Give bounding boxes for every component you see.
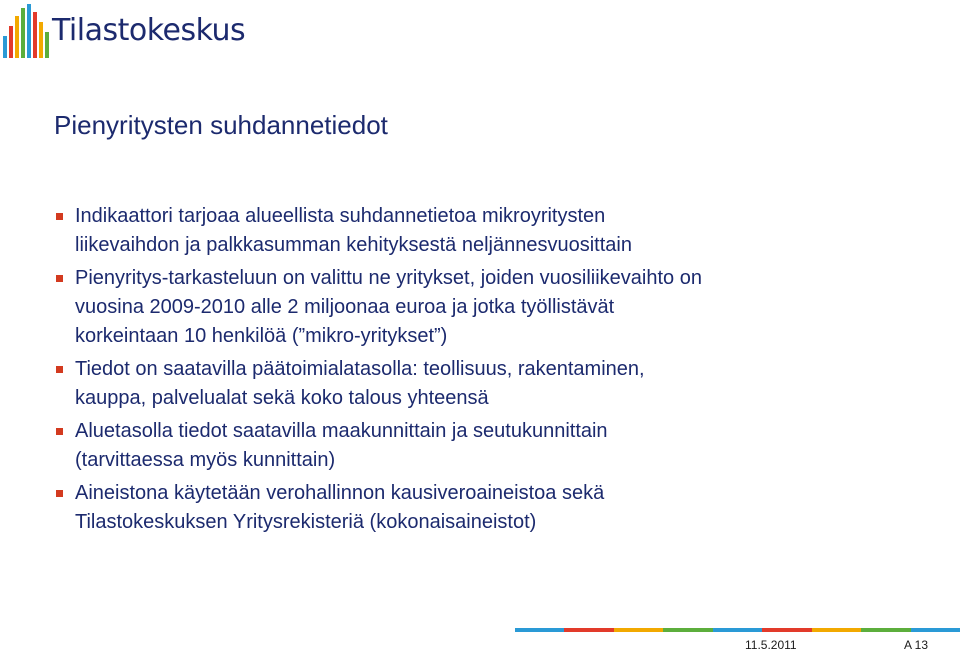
bullet-square-icon bbox=[56, 490, 63, 497]
footer-bar-segment bbox=[762, 628, 811, 632]
footer-page-number: A 13 bbox=[904, 638, 929, 652]
footer-color-bar bbox=[515, 628, 960, 632]
bullet-line: vuosina 2009-2010 alle 2 miljoonaa euroa ja jotka työllistävät bbox=[75, 296, 615, 318]
bullet-item bbox=[56, 355, 916, 413]
footer-bar-segment bbox=[911, 628, 960, 632]
bullet-line: Aineistona käytetään verohallinnon kausiveroaineistoa sekä bbox=[75, 482, 605, 504]
bullet-square-icon bbox=[56, 428, 63, 435]
logo-text: Tilastokeskus bbox=[52, 13, 246, 48]
footer-bar-segment bbox=[515, 628, 564, 632]
tilastokeskus-logo-icon bbox=[2, 2, 50, 60]
bullet-line: liikevaihdon ja palkkasumman kehityksestä neljännesvuosittain bbox=[75, 234, 632, 256]
bullet-item bbox=[56, 202, 916, 260]
bullet-line: (tarvittaessa myös kunnittain) bbox=[75, 449, 336, 471]
bullet-square-icon bbox=[56, 275, 63, 282]
bullet-list bbox=[56, 202, 916, 541]
bullet-item bbox=[56, 479, 916, 537]
logo bbox=[2, 2, 245, 60]
bullet-line: Indikaattori tarjoaa alueellista suhdannetietoa mikroyritysten bbox=[75, 205, 606, 227]
bullet-item bbox=[56, 264, 916, 351]
bullet-line: Tilastokeskuksen Yritysrekisteriä (kokonaisaineistot) bbox=[75, 511, 537, 533]
footer-bar-segment bbox=[861, 628, 910, 632]
bullet-square-icon bbox=[56, 366, 63, 373]
bullet-line: korkeintaan 10 henkilöä (”mikro-yritykset”) bbox=[75, 325, 448, 347]
footer-bar-segment bbox=[713, 628, 762, 632]
bullet-square-icon bbox=[56, 213, 63, 220]
footer-bar-segment bbox=[564, 628, 613, 632]
bullet-line: Pienyritys-tarkasteluun on valittu ne yritykset, joiden vuosiliikevaihto on bbox=[75, 267, 702, 289]
footer-bar-segment bbox=[663, 628, 712, 632]
bullet-item bbox=[56, 417, 916, 475]
footer-bar-segment bbox=[812, 628, 861, 632]
bullet-line: Tiedot on saatavilla päätoimialatasolla: teollisuus, rakentaminen, bbox=[75, 358, 645, 380]
bullet-line: Aluetasolla tiedot saatavilla maakunnittain ja seutukunnittain bbox=[75, 420, 608, 442]
footer-date: 11.5.2011 bbox=[745, 638, 797, 652]
footer-bar-segment bbox=[614, 628, 663, 632]
bullet-line: kauppa, palvelualat sekä koko talous yhteensä bbox=[75, 387, 489, 409]
page-title: Pienyritysten suhdannetiedot bbox=[54, 110, 388, 140]
